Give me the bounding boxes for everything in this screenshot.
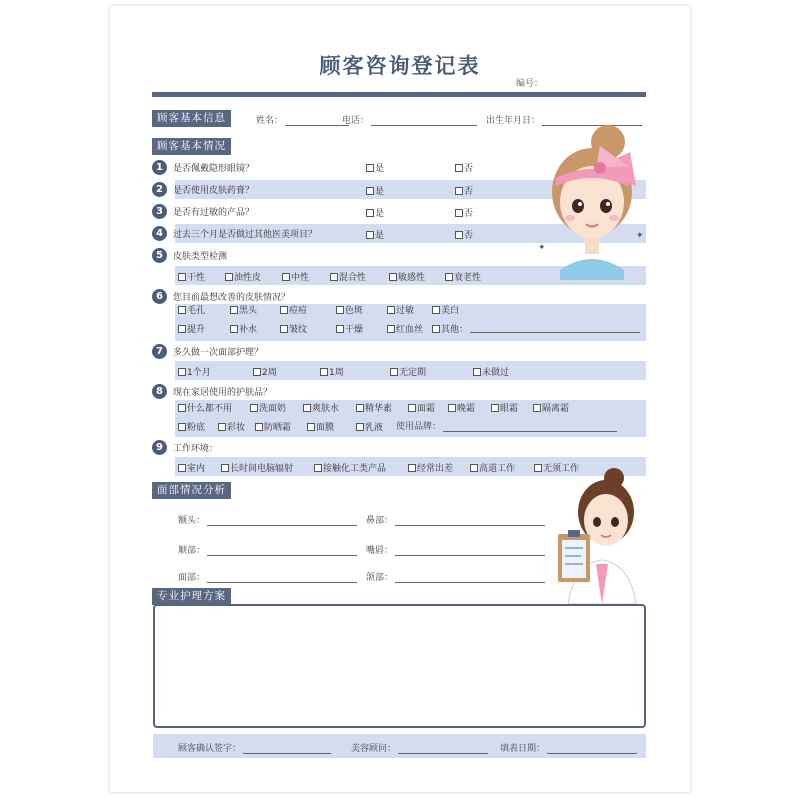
concern-other-checkbox[interactable]: 其他： (432, 322, 640, 335)
q2-no-checkbox[interactable]: 否 (455, 184, 473, 197)
product-makeup-checkbox[interactable]: 彩妆 (218, 420, 245, 433)
nose-label: 鼻部： (366, 516, 394, 526)
name-input-line[interactable] (285, 116, 349, 126)
nose-input-line[interactable] (395, 516, 545, 526)
q3-yes-checkbox[interactable]: 是 (366, 206, 384, 219)
product-serum-checkbox[interactable]: 精华素 (356, 401, 392, 414)
title-divider (152, 92, 646, 97)
face-field[interactable] (178, 570, 357, 583)
signature-input-line[interactable] (243, 744, 331, 754)
section-plan-label: 专业护理方案 (152, 588, 231, 605)
product-foundation-checkbox[interactable]: 粉底 (178, 420, 205, 433)
question-number-badge: 2 (152, 182, 167, 197)
date-label: 填表日期： (500, 744, 546, 754)
question-2-row (152, 180, 254, 198)
name-label: 姓名： (256, 116, 284, 126)
care-plan-textbox[interactable] (153, 604, 646, 728)
phone-field[interactable] (342, 113, 477, 126)
concern-whitening-checkbox[interactable]: 美白 (432, 303, 459, 316)
product-none-checkbox[interactable]: 什么都不用 (178, 401, 232, 414)
face-input-line[interactable] (207, 573, 357, 583)
q4-yes-checkbox[interactable]: 是 (366, 228, 384, 241)
frequency-1-week-checkbox[interactable]: 1周 (320, 365, 344, 378)
frequency-irregular-checkbox[interactable]: 无定期 (390, 365, 426, 378)
product-mask-checkbox[interactable]: 面膜 (307, 420, 334, 433)
frequency-1-month-checkbox[interactable]: 1个月 (178, 365, 211, 378)
frequency-2-weeks-checkbox[interactable]: 2周 (253, 365, 277, 378)
brand-field[interactable] (396, 419, 617, 432)
question-text: 是否有过敏的产品？ (173, 207, 255, 218)
concern-pores-checkbox[interactable]: 毛孔 (178, 303, 205, 316)
mouth-input-line[interactable] (395, 546, 545, 556)
concern-other-input-line[interactable] (470, 324, 640, 333)
q1-yes-checkbox[interactable]: 是 (366, 161, 384, 174)
product-primer-checkbox[interactable]: 隔离霜 (533, 401, 569, 414)
mouth-label: 嘴唇： (366, 546, 394, 556)
cheek-input-line[interactable] (207, 546, 357, 556)
product-night-cream-checkbox[interactable]: 晚霜 (448, 401, 475, 414)
question-text: 是否使用皮肤药膏？ (173, 185, 255, 196)
question-number-badge: 1 (152, 160, 167, 175)
product-toner-checkbox[interactable]: 爽肤水 (303, 401, 339, 414)
svg-text:✦: ✦ (538, 243, 546, 253)
date-input-line[interactable] (547, 744, 637, 754)
question-text: 工作环境： (173, 443, 219, 454)
question-number-badge: 7 (152, 344, 167, 359)
question-3-row (152, 202, 254, 220)
forehead-input-line[interactable] (207, 516, 357, 526)
neck-field[interactable] (366, 570, 545, 583)
frequency-never-checkbox[interactable]: 未做过 (473, 365, 509, 378)
concern-dryness-checkbox[interactable]: 干燥 (336, 322, 363, 335)
question-number-badge: 8 (152, 384, 167, 399)
doctor-with-clipboard-illustration (554, 468, 650, 604)
product-lotion-checkbox[interactable]: 乳液 (356, 420, 383, 433)
q2-yes-checkbox[interactable]: 是 (366, 184, 384, 197)
forehead-field[interactable] (178, 513, 357, 526)
concern-spots-checkbox[interactable]: 色斑 (336, 303, 363, 316)
question-1-row (152, 158, 254, 176)
section-basic-situation-label: 顾客基本情况 (152, 138, 231, 155)
question-7-row (152, 342, 263, 360)
consultant-input-line[interactable] (398, 744, 488, 754)
skin-type-normal-checkbox[interactable]: 中性 (282, 270, 309, 283)
phone-label: 电话： (342, 116, 370, 126)
question-text: 您目前最想改善的皮肤情况？ (173, 292, 291, 303)
skin-type-dry-checkbox[interactable]: 干性 (178, 270, 205, 283)
concern-hydration-checkbox[interactable]: 补水 (230, 322, 257, 335)
question-8-row (152, 382, 272, 400)
neck-input-line[interactable] (395, 573, 545, 583)
mouth-field[interactable] (366, 543, 545, 556)
question-number-badge: 4 (152, 226, 167, 241)
registration-form-sheet (110, 6, 690, 792)
question-number-badge: 6 (152, 289, 167, 304)
env-indoor-checkbox[interactable]: 室内 (178, 461, 205, 474)
serial-number-field[interactable] (516, 76, 543, 89)
q1-no-checkbox[interactable]: 否 (455, 161, 473, 174)
signature-field[interactable] (178, 741, 331, 754)
brand-label: 使用品牌： (396, 422, 442, 432)
env-travel-checkbox[interactable]: 经常出差 (408, 461, 453, 474)
question-text: 是否佩戴隐形眼镜？ (173, 163, 255, 174)
face-label: 面部： (178, 573, 206, 583)
product-eye-cream-checkbox[interactable]: 眼霜 (491, 401, 518, 414)
concern-wrinkles-checkbox[interactable]: 皱纹 (280, 322, 307, 335)
question-text: 皮肤类型检测 (173, 251, 228, 262)
q3-no-checkbox[interactable]: 否 (455, 206, 473, 219)
question-number-badge: 5 (152, 248, 167, 263)
neck-label: 颌部： (366, 573, 394, 583)
question-5-row (152, 246, 227, 264)
date-field[interactable] (500, 741, 637, 754)
serial-number-label: 编号： (516, 79, 544, 89)
cheek-label: 顺部： (178, 546, 206, 556)
forehead-label: 额头： (178, 516, 206, 526)
q4-no-checkbox[interactable]: 否 (455, 228, 473, 241)
skin-type-oily-checkbox[interactable]: 油性皮 (225, 270, 261, 283)
skin-type-aging-checkbox[interactable]: 衰老性 (445, 270, 481, 283)
brand-input-line[interactable] (443, 422, 617, 432)
question-4-row (152, 224, 317, 242)
skin-type-sensitive-checkbox[interactable]: 敏感性 (389, 270, 425, 283)
girl-with-bow-illustration (530, 120, 654, 280)
question-9-row (152, 438, 218, 456)
cheek-field[interactable] (178, 543, 357, 556)
env-high-work-checkbox[interactable]: 高道工作 (470, 461, 515, 474)
question-6-row (152, 287, 290, 305)
concern-lifting-checkbox[interactable]: 提升 (178, 322, 205, 335)
svg-text:✦: ✦ (636, 231, 644, 241)
consultant-label: 美容顾问： (351, 744, 397, 754)
signature-label: 顾客确认签字： (178, 744, 242, 754)
question-number-badge: 9 (152, 440, 167, 455)
section-face-analysis-label: 面部情况分析 (152, 482, 231, 499)
name-field[interactable] (256, 113, 349, 126)
section-basic-info-label: 顾客基本信息 (152, 110, 231, 127)
product-cleanser-checkbox[interactable]: 洗面奶 (250, 401, 286, 414)
concern-redness-checkbox[interactable]: 红血丝 (387, 322, 423, 335)
page-title: 顾客咨询登记表 (319, 54, 481, 78)
env-chemical-checkbox[interactable]: 接触化工类产品 (314, 461, 386, 474)
question-text: 现在家居使用的护肤品？ (173, 387, 273, 398)
env-no-work-checkbox[interactable]: 无须工作 (534, 461, 579, 474)
nose-field[interactable] (366, 513, 545, 526)
env-computer-checkbox[interactable]: 长时间电脑辐射 (221, 461, 293, 474)
product-sunscreen-checkbox[interactable]: 防晒霜 (255, 420, 291, 433)
concern-allergy-checkbox[interactable]: 过敏 (387, 303, 414, 316)
question-number-badge: 3 (152, 204, 167, 219)
concern-acne-checkbox[interactable]: 痘痘 (280, 303, 307, 316)
consultant-field[interactable] (351, 741, 488, 754)
question-text: 过去三个月是否做过其他医美项目？ (173, 229, 318, 240)
phone-input-line[interactable] (371, 116, 477, 126)
skin-type-combination-checkbox[interactable]: 混合性 (330, 270, 366, 283)
birthday-label: 出生年月日： (486, 116, 541, 126)
concern-blackheads-checkbox[interactable]: 黑头 (230, 303, 257, 316)
product-cream-checkbox[interactable]: 面霜 (408, 401, 435, 414)
question-text: 多久做一次面部护理？ (173, 347, 264, 358)
